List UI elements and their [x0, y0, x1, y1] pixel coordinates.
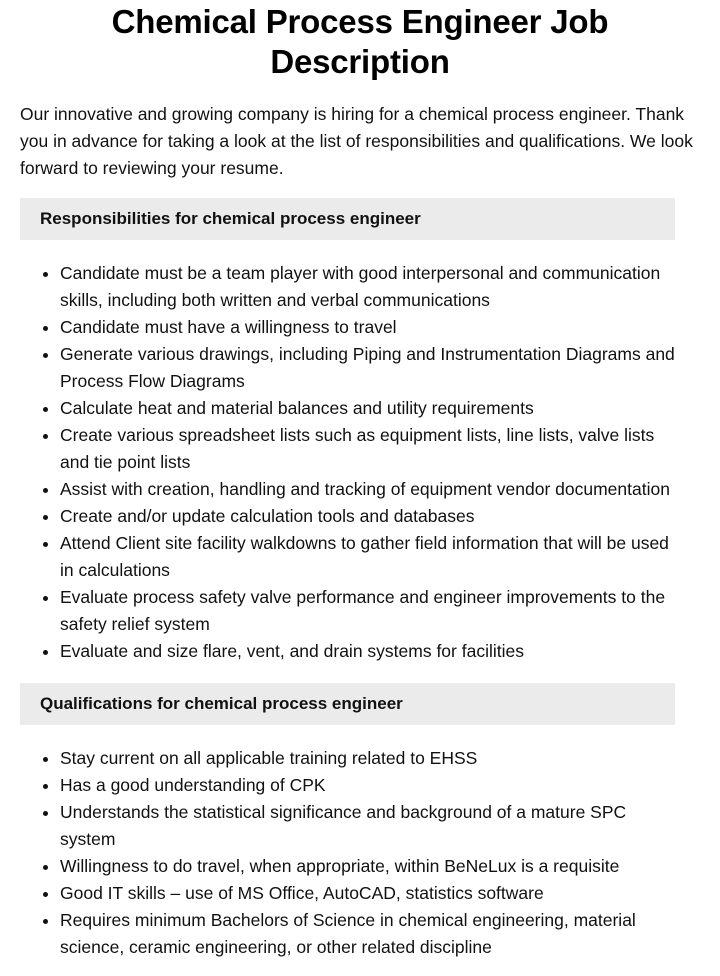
responsibilities-list	[20, 260, 700, 665]
list-item: Understands the statistical significance and background of a mature SPC system	[60, 799, 700, 853]
list-item: Candidate must have a willingness to travel	[60, 314, 700, 341]
list-item: Willingness to do travel, when appropriate, within BeNeLux is a requisite	[60, 853, 700, 880]
list-item: Good IT skills – use of MS Office, AutoCAD, statistics software	[60, 880, 700, 907]
list-item: Assist with creation, handling and tracking of equipment vendor documentation	[60, 476, 700, 503]
responsibilities-heading: Responsibilities for chemical process engineer	[20, 198, 675, 240]
list-item: Has a good understanding of CPK	[60, 772, 700, 799]
list-item: Requires minimum Bachelors of Science in chemical engineering, material science, ceramic engineering, or other related discipline	[60, 907, 700, 961]
list-item: Stay current on all applicable training related to EHSS	[60, 745, 700, 772]
intro-paragraph: Our innovative and growing company is hiring for a chemical process engineer. Thank you in advance for taking a look at the list of responsibilities and qualifications. We look forward to reviewing your resume.	[20, 104, 693, 178]
list-item: Evaluate process safety valve performance and engineer improvements to the safety relief system	[60, 584, 700, 638]
list-item: Calculate heat and material balances and utility requirements	[60, 395, 700, 422]
qualifications-list	[20, 745, 700, 961]
list-item: Candidate must be a team player with good interpersonal and communication skills, including both written and verbal communications	[60, 260, 700, 314]
list-item: Evaluate and size flare, vent, and drain systems for facilities	[60, 638, 700, 665]
list-item: Create and/or update calculation tools and databases	[60, 503, 700, 530]
list-item: Generate various drawings, including Piping and Instrumentation Diagrams and Process Flow Diagrams	[60, 341, 700, 395]
qualifications-heading: Qualifications for chemical process engineer	[20, 683, 675, 725]
list-item: Create various spreadsheet lists such as equipment lists, line lists, valve lists and tie point lists	[60, 422, 700, 476]
page-title: Chemical Process Engineer Job Description	[111, 3, 609, 80]
list-item: Attend Client site facility walkdowns to gather field information that will be used in calculations	[60, 530, 700, 584]
